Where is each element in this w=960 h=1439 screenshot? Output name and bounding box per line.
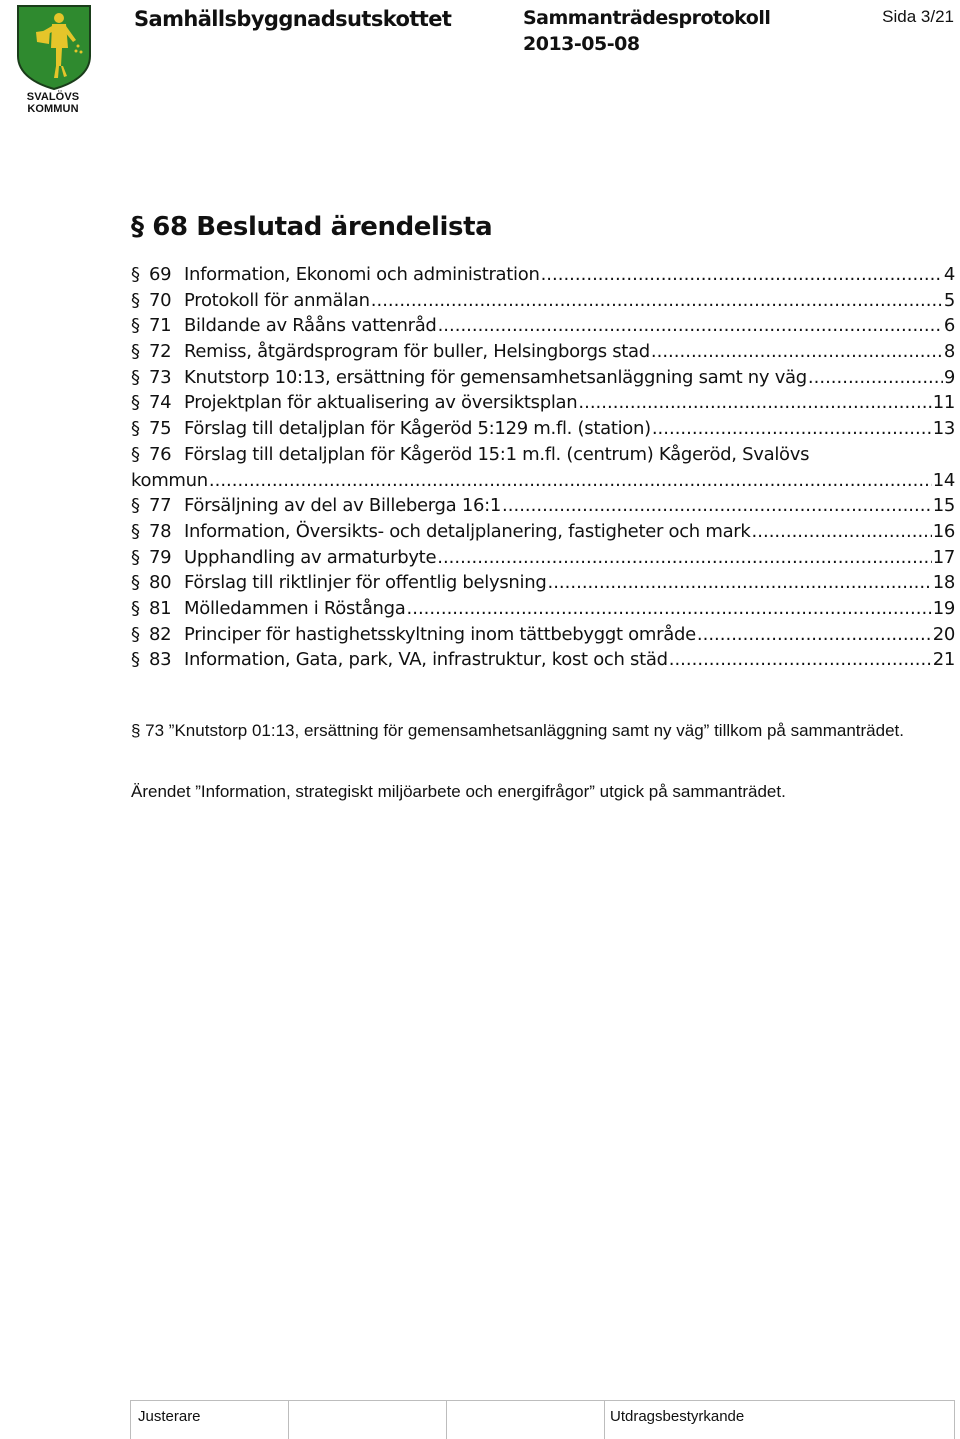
agenda-item[interactable] (131, 545, 955, 571)
note-removed-item: Ärendet ”Information, strategiskt miljöarbete och energifrågor” utgick på sammanträdet. (131, 782, 786, 801)
meeting-date: 2013-05-08 (523, 33, 640, 55)
dot-leader (752, 519, 932, 545)
section-sign: § (131, 572, 140, 594)
agenda-item-number: 74 (149, 392, 172, 414)
agenda-item-page: 20 (932, 623, 955, 645)
dot-leader (669, 647, 932, 673)
agenda-item-page: 19 (932, 597, 955, 619)
agenda-item-number: 78 (149, 520, 172, 542)
agenda-item-title: Protokoll för anmälan (184, 289, 370, 311)
dot-leader (652, 416, 932, 442)
section-sign: § (131, 341, 140, 363)
dot-leader (697, 622, 932, 648)
agenda-item-number: 73 (149, 366, 172, 388)
footer-justerare-label: Justerare (138, 1408, 201, 1425)
footer-utdrag-label: Utdragsbestyrkande (610, 1408, 745, 1425)
agenda-item[interactable] (131, 365, 955, 391)
section-sign: § (131, 495, 140, 517)
agenda-item-page: 9 (943, 366, 955, 388)
agenda-item[interactable] (131, 262, 955, 288)
footer-divider (130, 1401, 131, 1439)
agenda-item-title: Information, Ekonomi och administration (184, 264, 540, 285)
page-number: Sida 3/21 (882, 7, 954, 26)
agenda-item-title: Bildande av Rååns vattenråd (184, 315, 437, 337)
signature-box (288, 1401, 289, 1439)
dot-leader (407, 596, 932, 622)
agenda-item-title-continued: kommun (131, 469, 208, 491)
agenda-item-title: Information, Översikts- och detaljplanering, fastigheter och mark (184, 520, 751, 542)
agenda-item-page: 11 (932, 392, 955, 414)
dot-leader (438, 313, 943, 339)
agenda-item-number: 69 (149, 264, 172, 285)
agenda-item[interactable] (131, 596, 955, 622)
agenda-item[interactable] (131, 442, 955, 468)
dot-leader (541, 262, 943, 288)
dot-leader (651, 339, 943, 365)
agenda-item-page: 13 (932, 418, 955, 440)
agenda-item-number: 70 (149, 289, 172, 311)
agenda-item[interactable] (131, 313, 955, 339)
dot-leader (578, 390, 931, 416)
document-type: Sammanträdesprotokoll (523, 7, 771, 29)
agenda-item[interactable] (131, 493, 955, 519)
agenda-item[interactable] (131, 288, 955, 314)
agenda-item-number: 76 (149, 443, 172, 465)
section-sign: § (131, 315, 140, 337)
agenda-item-title: Remiss, åtgärdsprogram för buller, Helsingborgs stad (184, 341, 650, 363)
agenda-item-title: Förslag till detaljplan för Kågeröd 5:129 m.fl. (station) (184, 418, 651, 440)
agenda-item[interactable] (131, 570, 955, 596)
agenda-item-number: 72 (149, 341, 172, 363)
section-sign: § (131, 520, 140, 542)
agenda-item-page: 17 (932, 546, 955, 568)
municipal-crest-logo (16, 4, 92, 90)
agenda-item-title: Försäljning av del av Billeberga 16:1 (184, 495, 502, 517)
agenda-item-page: 21 (932, 649, 955, 671)
agenda-item-number: 77 (149, 495, 172, 517)
agenda-item-page: 8 (943, 341, 955, 363)
agenda-item[interactable] (131, 622, 955, 648)
agenda-item[interactable] (131, 519, 955, 545)
agenda-item-number: 80 (149, 572, 172, 594)
dot-leader (437, 545, 931, 571)
section-sign: § (131, 546, 140, 568)
signature-box (604, 1401, 605, 1439)
agenda-item[interactable] (131, 647, 955, 673)
agenda-item-page: 18 (932, 572, 955, 594)
committee-name: Samhällsbyggnadsutskottet (134, 7, 452, 31)
agenda-item-page: 14 (932, 469, 955, 491)
dot-leader (371, 288, 943, 314)
signature-box (446, 1401, 447, 1439)
agenda-item-title: Förslag till riktlinjer för offentlig belysning (184, 572, 547, 594)
agenda-item-title: Upphandling av armaturbyte (184, 546, 437, 568)
agenda-item-page: 5 (943, 289, 955, 311)
section-sign: § (131, 418, 140, 440)
agenda-item-title: Principer för hastighetsskyltning inom tättbebyggt område (184, 623, 696, 645)
agenda-item-continuation[interactable] (131, 468, 955, 494)
agenda-item-number: 81 (149, 597, 172, 619)
dot-leader (502, 493, 932, 519)
dot-leader (547, 570, 931, 596)
agenda-item-page: 6 (943, 315, 955, 337)
section-sign: § (131, 443, 140, 465)
dot-leader (808, 365, 943, 391)
agenda-item-page: 15 (932, 495, 955, 517)
agenda-item-title: Mölledammen i Röstånga (184, 597, 406, 619)
agenda-item-title: Information, Gata, park, VA, infrastruktur, kost och städ (184, 649, 668, 671)
note-added-item: § 73 ”Knutstorp 01:13, ersättning för gemensamhetsanläggning samt ny väg” tillkom på sammanträdet. (131, 721, 904, 740)
municipality-name: SVALÖVS KOMMUN (26, 91, 80, 115)
agenda-item-title: Förslag till detaljplan för Kågeröd 15:1 m.fl. (centrum) Kågeröd, Svalövs (184, 443, 810, 465)
agenda-item-number: 83 (149, 649, 172, 671)
agenda-item-title: Projektplan för aktualisering av översiktsplan (184, 392, 578, 414)
agenda-item-page: 16 (932, 520, 955, 542)
section-sign: § (131, 623, 140, 645)
signature-footer (130, 1400, 955, 1439)
agenda-item-title: Knutstorp 10:13, ersättning för gemensamhetsanläggning samt ny väg (184, 366, 807, 388)
dot-leader (209, 468, 932, 494)
section-heading: § 68 Beslutad ärendelista (131, 212, 493, 242)
agenda-item-page: 4 (943, 264, 955, 285)
agenda-item[interactable] (131, 390, 955, 416)
section-sign: § (131, 597, 140, 619)
agenda-item-number: 79 (149, 546, 172, 568)
section-sign: § (131, 289, 140, 311)
agenda-item-number: 71 (149, 315, 172, 337)
agenda-item-number: 82 (149, 623, 172, 645)
section-sign: § (131, 264, 140, 285)
agenda-item-number: 75 (149, 418, 172, 440)
agenda-list (131, 262, 955, 673)
footer-divider (954, 1401, 955, 1439)
agenda-item[interactable] (131, 339, 955, 365)
section-sign: § (131, 392, 140, 414)
section-sign: § (131, 649, 140, 671)
section-sign: § (131, 366, 140, 388)
agenda-item[interactable] (131, 416, 955, 442)
